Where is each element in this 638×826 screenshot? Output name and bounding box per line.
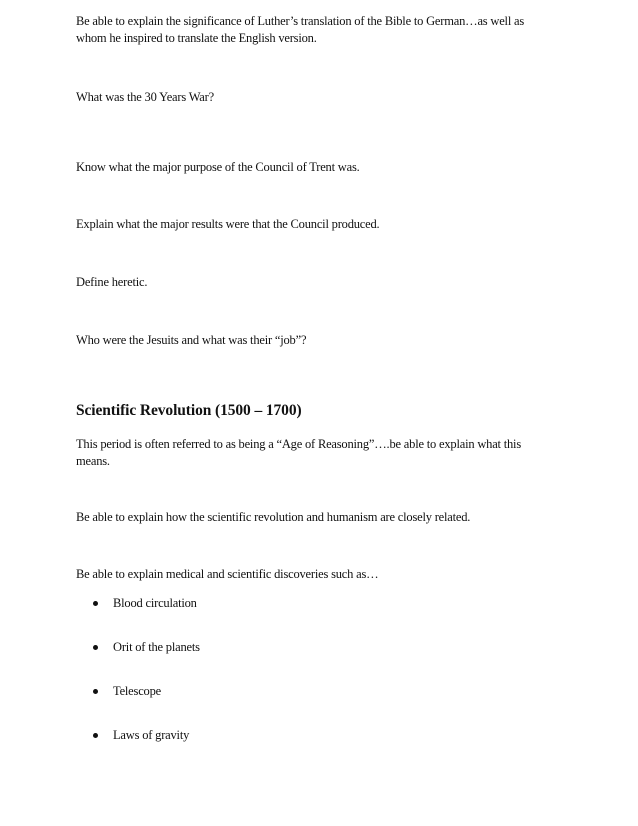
section-heading: Scientific Revolution (1500 – 1700) [76,402,302,419]
list-item-label: Telescope [113,684,161,698]
question-council-of-trent-purpose: Know what the major purpose of the Council of Trent was. [76,160,360,174]
question-define-heretic: Define heretic. [76,275,148,289]
list-item [93,595,197,612]
bullet-icon [93,645,98,650]
bullet-icon [93,733,98,738]
question-luther-translation: Be able to explain the significance of Luther’s translation of the Bible to German…as well as whom he inspired to translate the English version. [76,14,525,45]
list-item [93,683,161,700]
question-council-results: Explain what the major results were that the Council produced. [76,217,380,231]
question-jesuits: Who were the Jesuits and what was their “job”? [76,333,307,347]
question-discoveries: Be able to explain medical and scientific discoveries such as… [76,567,379,581]
question-revolution-humanism: Be able to explain how the scientific revolution and humanism are closely related. [76,510,471,524]
question-30-years-war: What was the 30 Years War? [76,90,214,104]
bullet-icon [93,601,98,606]
list-item [93,727,189,744]
bullet-icon [93,689,98,694]
list-item-label: Laws of gravity [113,728,190,742]
list-item-label: Blood circulation [113,596,197,610]
list-item-label: Orit of the planets [113,640,200,654]
list-item [93,639,200,656]
question-age-of-reasoning: This period is often referred to as being a “Age of Reasoning”….be able to explain what this means. [76,437,521,468]
